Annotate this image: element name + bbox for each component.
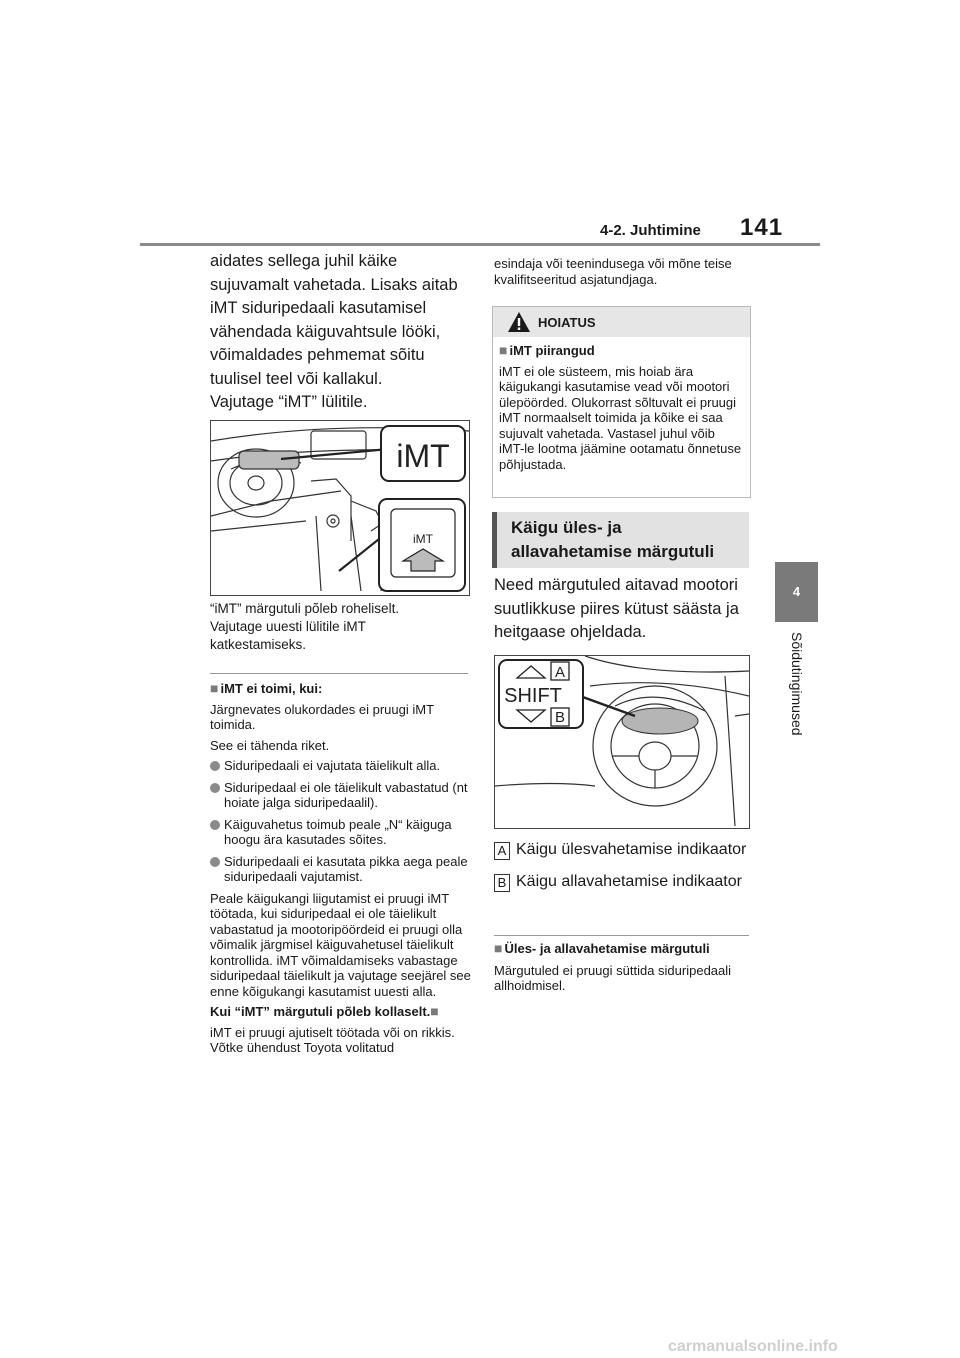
caption-line: Vajutage uuesti lülitile iMT [210,619,366,634]
square-end-icon: ■ [430,1003,439,1019]
warning-title: HOIATUS [538,315,596,330]
divider [210,673,468,674]
divider [494,935,749,936]
continued-paragraph: esindaja või teenindusega või mõne teise kvalifitseeritud asjatundjaga. [494,256,732,287]
shift-label: SHIFT [504,685,562,707]
note-heading-text: iMT ei toimi, kui: [220,681,323,696]
intro-line: aidates sellega juhil käike [210,252,398,270]
section-heading-line: Käigu üles- ja [511,518,622,537]
imt-big-label: iMT [396,438,450,474]
cluster-illustration [495,656,749,828]
bullet-icon [210,857,220,867]
legend-key: A [494,842,510,860]
para-line: suutlikkuse piires kütust säästa ja [494,599,739,618]
bullet-icon [210,761,220,771]
list-item-text: Siduripedaali ei kasutata pikka aega peale siduripedaali vajutamist. [224,853,468,884]
warning-heading-text: iMT piirangud [509,343,595,358]
dashboard-illustration [211,421,469,595]
shift-indicator-text [494,574,756,645]
bullet-icon [210,783,220,793]
section-heading-line: allavahetamise märgutuli [511,542,715,561]
note-paragraph: See ei tähenda riket. [210,737,330,753]
note-paragraph: Peale käigukangi liigutamist ei pruugi iMT töötada, kui siduripedaal ei ole täielikult vabastatud ja mootoripöördeid ei pruugi olla võimalik järgmisel käiguvahetusel täielikult kontrollida. iMT võimaldamiseks vabastage siduripedaal täielikult ja vajutage seejärel see enne kõigukangi kasutamist uuesti alla. [210,890,471,999]
figure-legend [494,838,756,902]
imt-dashboard-figure [210,420,470,596]
intro-line: iMT siduripedaali kasutamisel [210,299,427,317]
square-bullet-icon: ■ [210,680,219,696]
note-paragraph: iMT ei pruugi ajutiselt töötada või on rikkis. Võtke ühendust Toyota volitatud [210,1024,455,1055]
note-subheading-text: Kui “iMT” märgutuli põleb kollaselt. [210,1004,431,1019]
page-number: 141 [740,214,784,241]
square-bullet-icon: ■ [494,940,503,956]
label-a: A [554,664,566,681]
list-item [210,817,472,848]
header-rule [140,243,820,246]
warning-text: iMT ei ole süsteem, mis hoiab ära käigukangi kasutamise vead või mootori ülepöörded. Olukorrast sõltuvalt ei pruugi iMT normaalselt toimida ja kõike ei saa sujuvalt vahetada. Vastasel juhul võib iMT-le lootma jäämine ootamatu õnnetuse põhjustada. [499,363,742,472]
list-item-text: Siduripedaal ei ole täielikult vabastatud (nt hoiate jalga siduripedaalil). [224,779,468,810]
intro-line: sujuvamalt vahetada. Lisaks aitab [210,275,458,294]
warning-triangle-icon [507,311,531,333]
warning-header [493,307,750,337]
legend-item [494,838,756,862]
intro-line: vähendada käiguvahtsule lööki, [210,322,441,341]
chapter-label [775,632,818,752]
note-paragraph: Järgnevates olukordades ei pruugi iMT toimida. [210,701,434,732]
note-paragraph: Märgutuled ei pruugi süttida siduripedaali allhoidmisel. [494,962,732,993]
warning-heading [499,343,743,359]
list-item [210,854,472,885]
caption-line: “iMT” märgutuli põleb roheliselt. [210,601,400,616]
intro-line: tuulisel teel või kallakul. [210,369,383,388]
intro-line: võimaldades pehmemat sõitu [210,346,425,364]
imt-note [210,681,472,1061]
section-heading [511,516,751,564]
list-item-text: Käiguvahetus toimub peale „N“ käiguga hoogu ära kasutades sõites. [224,816,452,847]
legend-item [494,870,756,894]
note-heading [210,681,472,697]
caption-line: katkestamiseks. [210,637,307,652]
list-item [210,758,472,774]
watermark: carmanualsonline.info [668,1338,838,1355]
section-title: 4-2. Juhtimine [600,222,701,239]
para-line: Need märgutuled aitavad mootori [494,576,738,594]
bullet-icon [210,820,220,830]
note-subheading [210,1004,472,1020]
chapter-label-text: Sõidutingimused [788,632,805,736]
warning-body [499,343,743,477]
legend-text: Käigu ülesvahetamise indikaator [516,841,747,858]
shift-note [494,941,756,1000]
legend-key: B [494,874,510,892]
shift-indicator-figure [494,655,750,829]
legend-text: Käigu allavahetamise indikaator [516,873,742,890]
para-line: heitgaase ohjeldada. [494,623,647,641]
square-bullet-icon: ■ [499,342,508,358]
intro-text [210,250,472,415]
intro-line: Vajutage “iMT” lülitile. [210,393,368,411]
list-item [210,780,472,811]
chapter-tab: 4 [775,562,818,622]
figure-caption [210,600,472,654]
note-heading-text: Üles- ja allavahetamise märgutuli [504,941,710,956]
section-heading-box [492,512,749,568]
continued-text [494,256,754,287]
list-item-text: Siduripedaali ei vajutata täielikult alla. [224,758,441,773]
imt-button-label: iMT [413,532,433,546]
warning-box [492,306,751,498]
note-heading [494,941,756,957]
label-b: B [554,709,566,726]
